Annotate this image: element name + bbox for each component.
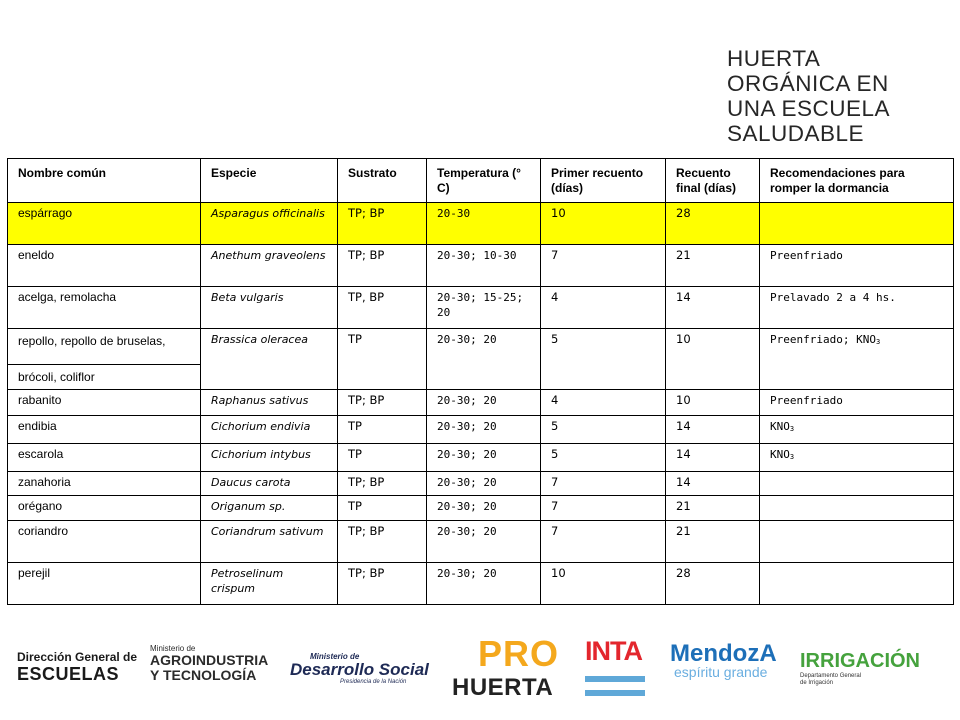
- logo-text: Ministerio de: [150, 644, 196, 653]
- recommendation-cell: Prelavado 2 a 4 hs.: [760, 287, 954, 329]
- final-count-cell: 28: [666, 563, 760, 605]
- header-cell: Sustrato: [338, 159, 427, 203]
- sponsor-logos-bar: [0, 630, 960, 720]
- direccion-general-escuelas-logo: [17, 650, 137, 685]
- common-name-cell: coriandro: [8, 521, 201, 563]
- table-row: [8, 472, 954, 496]
- logo-text: IRRIGACIÓN: [800, 650, 920, 672]
- common-name-cell: acelga, remolacha: [8, 287, 201, 329]
- table-row: [8, 416, 954, 444]
- header-cell: Especie: [201, 159, 338, 203]
- title-line: UNA ESCUELA: [727, 96, 891, 121]
- final-count-cell: 14: [666, 472, 760, 496]
- first-count-cell: 7: [541, 472, 666, 496]
- irrigacion-logo: [800, 650, 920, 687]
- flag-stripe: [585, 676, 645, 682]
- substrate-cell: TP; BP: [338, 521, 427, 563]
- title-line: SALUDABLE: [727, 121, 865, 146]
- final-count-cell: 21: [666, 245, 760, 287]
- temperature-cell: 20-30; 20: [427, 444, 541, 472]
- first-count-cell: 10: [541, 563, 666, 605]
- seed-germination-table: [7, 158, 954, 605]
- recommendation-cell: [760, 563, 954, 605]
- header-cell: Temperatura (° C): [427, 159, 541, 203]
- recommendation-text: Preenfriado; KNO: [770, 333, 876, 346]
- common-name-cell: brócoli, coliflor: [8, 365, 201, 390]
- final-count-cell: 14: [666, 444, 760, 472]
- first-count-cell: 7: [541, 496, 666, 521]
- header-cell: Nombre común: [8, 159, 201, 203]
- common-name-cell: eneldo: [8, 245, 201, 287]
- temperature-cell: 20-30; 20: [427, 521, 541, 563]
- desarrollo-social-logo: [290, 652, 429, 685]
- common-name-cell: zanahoria: [8, 472, 201, 496]
- first-count-cell: 5: [541, 329, 666, 390]
- header-cell: Primer recuento (días): [541, 159, 666, 203]
- flag-stripe: [585, 690, 645, 696]
- table-row: [8, 444, 954, 472]
- temperature-cell: 20-30; 20: [427, 329, 541, 390]
- table-row: [8, 287, 954, 329]
- common-name-cell: orégano: [8, 496, 201, 521]
- common-name-cell: repollo, repollo de bruselas,: [8, 329, 201, 365]
- subscript: 3: [789, 453, 795, 461]
- mendoza-logo: [670, 640, 777, 680]
- logo-text: MendozA: [670, 640, 777, 667]
- table-row: [8, 329, 954, 365]
- logo-text: Y TECNOLOGÍA: [150, 667, 257, 683]
- title-line: ORGÁNICA EN: [727, 71, 889, 96]
- substrate-cell: TP: [338, 416, 427, 444]
- substrate-cell: TP: [338, 329, 427, 390]
- temperature-cell: 20-30; 20: [427, 416, 541, 444]
- recommendation-cell: [760, 416, 954, 444]
- logo-text: ESCUELAS: [17, 664, 120, 684]
- temperature-cell: 20-30: [427, 203, 541, 245]
- logo-text: Presidencia de la Nación: [340, 679, 407, 685]
- logo-text: AGROINDUSTRIA: [150, 652, 269, 668]
- species-cell: Raphanus sativus: [201, 390, 338, 416]
- species-cell: Petroselinum crispum: [201, 563, 338, 605]
- substrate-cell: TP; BP: [338, 472, 427, 496]
- logo-text: HUERTA: [452, 674, 554, 701]
- title-line: HUERTA: [727, 46, 821, 71]
- table-row: [8, 203, 954, 245]
- temperature-cell: 20-30; 10-30: [427, 245, 541, 287]
- species-cell: Beta vulgaris: [201, 287, 338, 329]
- substrate-cell: TP; BP: [338, 390, 427, 416]
- species-cell: Cichorium intybus: [201, 444, 338, 472]
- table-row: [8, 390, 954, 416]
- header-cell: Recuento final (días): [666, 159, 760, 203]
- recommendation-cell: [760, 521, 954, 563]
- substrate-cell: TP: [338, 444, 427, 472]
- first-count-cell: 4: [541, 287, 666, 329]
- substrate-cell: TP, BP: [338, 287, 427, 329]
- first-count-cell: 4: [541, 390, 666, 416]
- agroindustria-logo: [150, 644, 268, 683]
- table-row: [8, 245, 954, 287]
- logo-text: PRO: [478, 633, 560, 674]
- species-cell: Anethum graveolens: [201, 245, 338, 287]
- first-count-cell: 5: [541, 416, 666, 444]
- species-cell: Asparagus officinalis: [201, 203, 338, 245]
- temperature-cell: 20-30; 20: [427, 472, 541, 496]
- recommendation-cell: [760, 329, 954, 390]
- logo-text: Ministerio de: [310, 652, 360, 661]
- logo-text: Departamento General: [800, 673, 862, 679]
- logo-text: Desarrollo Social: [290, 660, 429, 679]
- logo-text: de Irrigación: [800, 680, 834, 686]
- header-cell: Recomendaciones para romper la dormancia: [760, 159, 954, 203]
- first-count-cell: 7: [541, 245, 666, 287]
- final-count-cell: 14: [666, 416, 760, 444]
- final-count-cell: 14: [666, 287, 760, 329]
- final-count-cell: 21: [666, 521, 760, 563]
- table-row: [8, 521, 954, 563]
- recommendation-cell: [760, 444, 954, 472]
- species-cell: Brassica oleracea: [201, 329, 338, 390]
- temperature-cell: 20-30; 20: [427, 563, 541, 605]
- common-name-cell: espárrago: [8, 203, 201, 245]
- logo-text: Dirección General de: [17, 650, 138, 664]
- temperature-cell: 20-30; 20: [427, 390, 541, 416]
- subscript: 3: [789, 425, 795, 433]
- table-header-row: [8, 159, 954, 203]
- recommendation-cell: Preenfriado: [760, 245, 954, 287]
- final-count-cell: 10: [666, 390, 760, 416]
- table-row: [8, 563, 954, 605]
- first-count-cell: 7: [541, 521, 666, 563]
- recommendation-cell: Preenfriado: [760, 390, 954, 416]
- inta-logo: [585, 636, 645, 700]
- presentation-title: [727, 46, 952, 146]
- common-name-cell: escarola: [8, 444, 201, 472]
- substrate-cell: TP: [338, 496, 427, 521]
- recommendation-text: KNO: [770, 420, 790, 433]
- substrate-cell: TP; BP: [338, 563, 427, 605]
- first-count-cell: 10: [541, 203, 666, 245]
- species-cell: Coriandrum sativum: [201, 521, 338, 563]
- recommendation-cell: [760, 472, 954, 496]
- final-count-cell: 10: [666, 329, 760, 390]
- prohuerta-logo: [452, 633, 562, 702]
- subscript: 3: [875, 338, 881, 346]
- common-name-cell: endibia: [8, 416, 201, 444]
- recommendation-cell: [760, 203, 954, 245]
- species-cell: Origanum sp.: [201, 496, 338, 521]
- common-name-cell: rabanito: [8, 390, 201, 416]
- recommendation-cell: [760, 496, 954, 521]
- substrate-cell: TP; BP: [338, 245, 427, 287]
- species-cell: Cichorium endivia: [201, 416, 338, 444]
- table-row: [8, 496, 954, 521]
- first-count-cell: 5: [541, 444, 666, 472]
- recommendation-text: KNO: [770, 448, 790, 461]
- final-count-cell: 21: [666, 496, 760, 521]
- species-cell: Daucus carota: [201, 472, 338, 496]
- common-name-cell: perejil: [8, 563, 201, 605]
- temperature-cell: 20-30; 15-25; 20: [427, 287, 541, 329]
- temperature-cell: 20-30; 20: [427, 496, 541, 521]
- logo-text: espíritu grande: [674, 664, 768, 680]
- substrate-cell: TP; BP: [338, 203, 427, 245]
- logo-text: INTA: [585, 636, 642, 666]
- final-count-cell: 28: [666, 203, 760, 245]
